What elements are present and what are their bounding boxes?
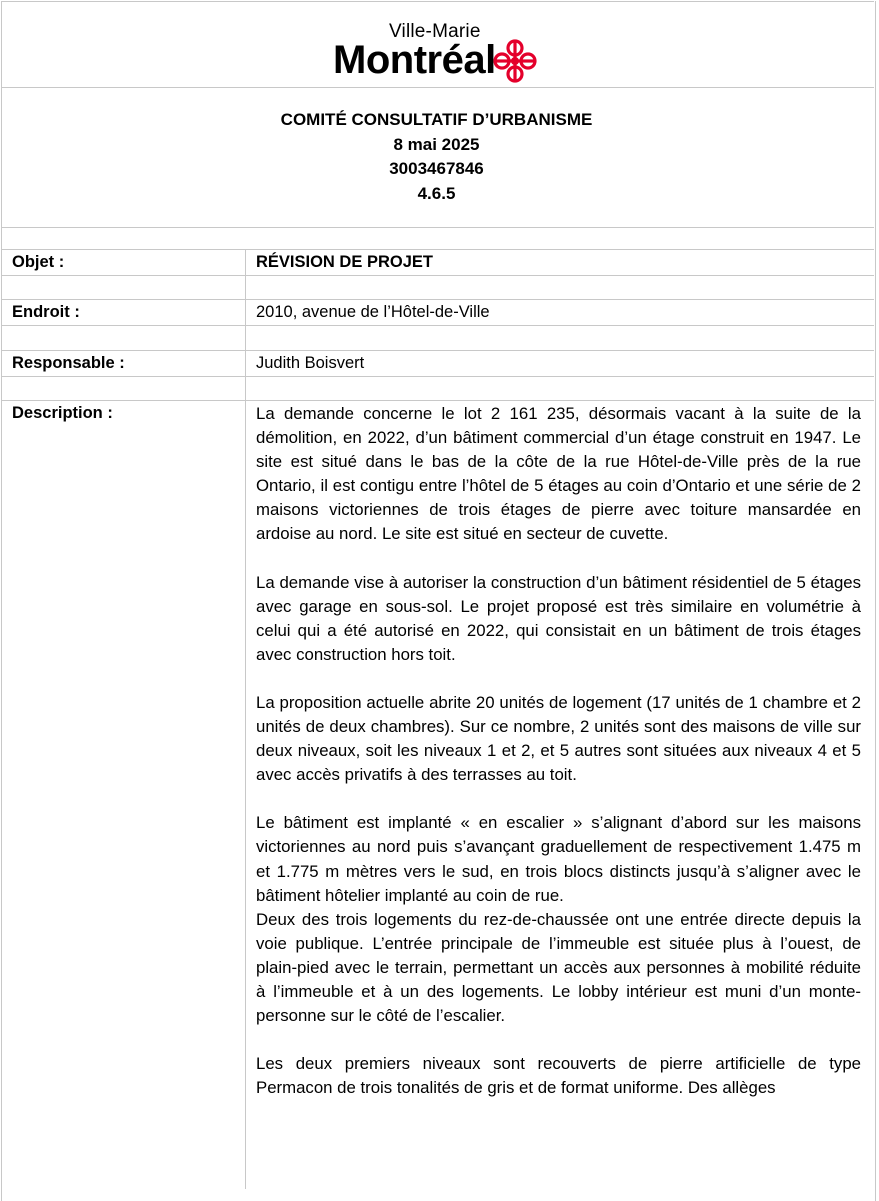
- endroit-value: 2010, avenue de l’Hôtel-de-Ville: [256, 303, 490, 321]
- table-border: [1, 227, 874, 228]
- description-paragraph: Deux des trois logements du rez-de-chaussée ont une entrée directe depuis la voie publique. L’entrée principale de l’immeuble est située plus à l’ouest, de plain-pied avec le terrain, permettant un accès aux personnes à mobilité réduite à l’immeuble et à un des logements. Le lobby intérieur est muni d’un monte-personne sur le côté de l’escalier.: [256, 909, 861, 1026]
- montreal-logo: [0, 18, 873, 84]
- table-border: [1, 350, 874, 351]
- table-border: [1, 299, 874, 300]
- committee-title: COMITÉ CONSULTATIF D’URBANISME: [280, 110, 593, 129]
- description-paragraph: La proposition actuelle abrite 20 unités de logement (17 unités de 1 chambre et 2 unités de deux chambres). Sur ce nombre, 2 unités sont des maisons de ville sur deux niveaux, soit les niveaux 1 et 2, et 5 autres sont situées aux niveaux 4 et 5 avec accès privatifs à des terrasses au toit.: [256, 692, 861, 785]
- description-paragraph: La demande vise à autoriser la construction d’un bâtiment résidentiel de 5 étages avec garage en sous-sol. Le projet proposé est très similaire en volumétrie à celui qui a été autorisé en 2022, qui consistait en un bâtiment de trois étages avec construction hors toit.: [256, 572, 861, 664]
- file-number: 3003467846: [389, 159, 484, 178]
- item-number: 4.6.5: [417, 184, 456, 203]
- meeting-date: 8 mai 2025: [393, 135, 480, 154]
- table-border: [1, 400, 874, 401]
- column-divider: [245, 249, 246, 1189]
- rosette-icon: [492, 38, 538, 84]
- objet-value: RÉVISION DE PROJET: [256, 253, 433, 271]
- logo-montreal: Montréal: [333, 38, 496, 82]
- table-border: [1, 249, 874, 250]
- table-border: [1, 325, 874, 326]
- objet-label: Objet :: [12, 253, 65, 271]
- description-body: [256, 402, 861, 1124]
- description-paragraph: La demande concerne le lot 2 161 235, désormais vacant à la suite de la démolition, en 2022, d’un bâtiment commercial d’un étage construit en 1947. Le site est situé dans le bas de la côte de la rue Hôtel-de-Ville près de la rue Ontario, il est contigu entre l’hôtel de 5 étages au coin d’Ontario et une série de 2 maisons victoriennes de trois étages de pierre avec toiture mansardée en ardoise au nord. Le site est situé en secteur de cuvette.: [256, 404, 861, 544]
- responsable-label: Responsable :: [12, 354, 125, 372]
- description-paragraph: Le bâtiment est implanté « en escalier » s’alignant d’abord sur les maisons victoriennes au nord puis s’avançant graduellement de respectivement 1.475 m et 1.775 m mètres vers le sud, en trois blocs distincts jusqu’à s’aligner avec le bâtiment hôtelier implanté au coin de rue.: [256, 813, 861, 905]
- logo-ville-marie: Ville-Marie: [389, 21, 481, 42]
- table-border: [1, 87, 874, 88]
- table-border: [1, 1, 874, 2]
- table-border: [1, 275, 874, 276]
- endroit-label: Endroit :: [12, 303, 80, 321]
- description-paragraph: Les deux premiers niveaux sont recouverts de pierre artificielle de type Permacon de trois tonalités de gris et de format uniforme. Des allèges: [256, 1054, 861, 1098]
- table-border: [1, 376, 874, 377]
- responsable-value: Judith Boisvert: [256, 354, 365, 372]
- description-label: Description :: [12, 404, 113, 422]
